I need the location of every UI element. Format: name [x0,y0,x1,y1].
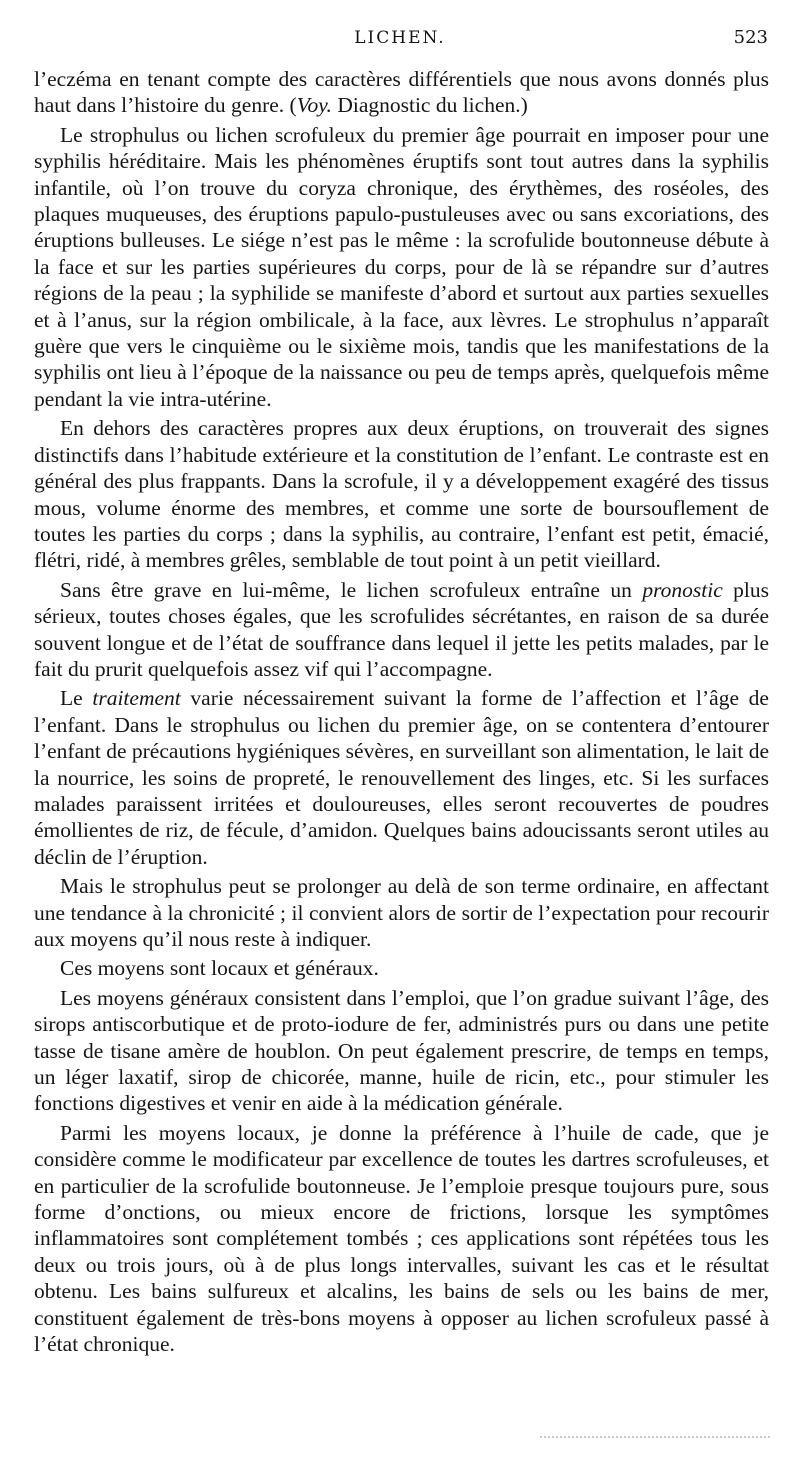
paragraph-text: Parmi les moyens locaux, je donne la préférence à l’huile de cade, que je considère comme le modificateur par excellence de toutes les dartres scrofuleuses, et en particulier de la scrofulide boutonneuse. Je l’emploie presque toujours pure, sous forme d’onctions, ou mieux encore de frictions, lorsque les symptômes inflammatoires sont complétement tombés ; ces applications sont répétées tous les deux ou trois jours, où à de plus longs intervalles, suivant les cas et le résultat obtenu. Les bains sulfureux et alcalins, les bains de sels ou les bains de mer, constituent également de très-bons moyens à opposer au lichen scrofuleux passé à l’état chronique. [34,1120,769,1357]
paragraph-general-means [34,985,769,1117]
paragraph-text: Mais le strophulus peut se prolonger au delà de son terme ordinaire, en affectant une tendance à la chronicité ; il convient alors de sortir de l’expectation pour recourir aux moyens qu’il nous reste à indiquer. [34,874,769,951]
paragraph-local-means [34,1120,769,1358]
italic-abbreviation: Voy. [296,93,332,118]
paragraph-prognosis [34,577,769,683]
body-text [34,66,769,1358]
paragraph-text: Sans être grave en lui-même, le lichen scrofuleux entraîne un [60,577,643,602]
paragraph-text: En dehors des caractères propres aux deux éruptions, on trouverait des signes distinctifs dans l’habitude extérieure et la constitution de l’enfant. Le contraste est en général des plus frappants. Dans la scrofule, il y a développement exagéré des tissus mous, volume énorme des membres, et comme une sorte de boursouflement de toutes les parties du corps ; dans la syphilis, au contraire, l’enfant est petit, émacié, flétri, ridé, à membres grêles, semblable de tout point à un petit vieillard. [34,416,769,573]
paragraph-chronicity [34,873,769,952]
running-title: LICHEN. [354,28,446,48]
paragraph-text: Ces moyens sont locaux et généraux. [60,956,379,981]
italic-term-traitement: traitement [92,686,181,711]
footer-dotted-rule [540,1436,770,1440]
paragraph-text: plus sérieux, toutes choses égales, que les scrofulides sécrétantes, en raison de sa durée souvent longue et de l’état de souffrance dans lequel il jette les petits malades, par le fait du prurit quelquefois assez vif qui l’accompagne. [34,577,770,681]
paragraph-text: Le [60,686,93,711]
paragraph-text: l’eczéma en tenant compte des caractères différentiels que nous avons donnés plus haut dans l’histoire du genre. ( [34,67,769,118]
paragraph-text: varie nécessairement suivant la forme de l’affection et l’âge de l’enfant. Dans le strophulus ou lichen du premier âge, on se contentera d’entourer l’enfant de précautions hygiéniques sévères, en surveillant son alimentation, le lait de la nourrice, les soins de propreté, le renouvellement des linges, etc. Si les surfaces malades paraissent irritées et douloureuses, elles seront recouvertes de poudres émollientes de riz, de fécule, d’amidon. Quelques bains adoucissants seront utiles au déclin de l’éruption. [34,686,769,869]
paragraph-diagnosis-syphilis [34,122,769,412]
italic-term-pronostic: pronostic [642,577,723,602]
paragraph-continuation [34,66,769,119]
page-number: 523 [733,27,768,48]
paragraph-treatment [34,685,769,870]
paragraph-means [34,955,769,981]
paragraph-constitution [34,415,769,573]
paragraph-text: Le strophulus ou lichen scrofuleux du premier âge pourrait en imposer pour une syphilis héréditaire. Mais les phénomènes éruptifs sont tout autres dans la syphilis infantile, où l’on trouve du coryza chronique, des érythèmes, des roséoles, des plaques muqueuses, des éruptions papulo-pustuleuses avec ou sans excoriations, des éruptions bulleuses. Le siége n’est pas le même : la scrofulide boutonneuse débute à la face et sur les parties supérieures du corps, pour de là se répandre sur d’autres régions de la peau ; la syphilide se manifeste d’abord et surtout aux parties sexuelles et à l’anus, sur la région ombilicale, à la face, aux lèvres. Le strophulus n’apparaît guère que vers le cinquième ou le sixième mois, tandis que les manifestations de la syphilis ont lieu à l’époque de la naissance ou peu de temps après, quelquefois même pendant la vie intra-utérine. [34,122,769,411]
paragraph-text: Les moyens généraux consistent dans l’emploi, que l’on gradue suivant l’âge, des sirops antiscorbutique et de proto-iodure de fer, administrés purs ou dans une petite tasse de tisane amère de houblon. On peut également prescrire, de temps en temps, un léger laxatif, sirop de chicorée, manne, huile de ricin, etc., pour stimuler les fonctions digestives et venir en aide à la médication générale. [34,985,769,1116]
paragraph-text: Diagnostic du lichen.) [331,93,528,118]
